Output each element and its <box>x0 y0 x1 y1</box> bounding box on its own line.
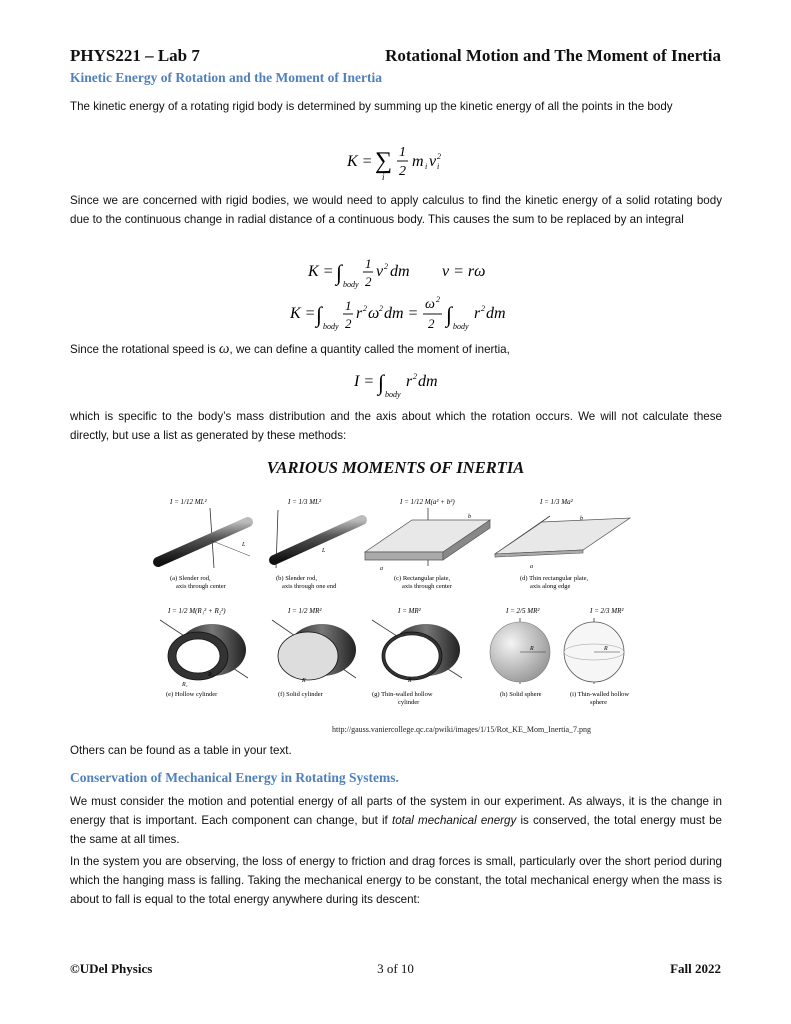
page-header <box>70 46 721 70</box>
page-footer <box>70 961 721 981</box>
label-R1: R₁ <box>182 682 188 688</box>
formula-h: I = 2/5 MR² <box>506 607 540 615</box>
eq1-den: 2 <box>399 164 406 179</box>
footer-page-number: 3 of 10 <box>377 961 414 976</box>
formula-g: I = MR² <box>398 607 421 615</box>
caption-f: (f) Solid cylinder <box>278 691 323 698</box>
eq1-v: v <box>429 153 437 170</box>
header-title: Rotational Motion and The Moment of Inertia <box>385 46 721 65</box>
hollow-cylinder-icon <box>160 620 248 688</box>
eq2-rhs: v = rω <box>442 263 486 280</box>
thin-walled-cylinder-icon <box>372 620 462 684</box>
equation-moment-of-inertia <box>352 366 452 402</box>
figure-title: VARIOUS MOMENTS OF INERTIA <box>266 458 525 477</box>
moments-of-inertia-figure <box>150 490 650 715</box>
eq3-body2: body <box>453 322 469 331</box>
eq3-int2: ∫ <box>446 302 453 327</box>
eq4-body: body <box>385 390 401 399</box>
label-R-f: R <box>302 678 306 684</box>
label-a-d: a <box>530 564 533 570</box>
formula-c: I = 1/12 M(a² + b²) <box>400 498 455 506</box>
header-course: PHYS221 – Lab 7 <box>70 46 200 65</box>
paragraph-friction: In the system you are observing, the loss of energy to friction and drag forces is small, particularly over the short period during which the hanging mass is falling. Taking the mechanical energy to be constant, the total mechanical energy when the mass is about to fall is equal to the total energy anywhere during its descent: <box>70 855 722 906</box>
paragraph-conservation <box>70 792 722 849</box>
paragraph-mass-distribution: which is specific to the body’s mass distribution and the axis about which the rotation occurs. We will not calculate these directly, but use a list as generated by these methods: <box>70 410 722 442</box>
eq1-num: 1 <box>399 145 406 160</box>
caption-c-line2: axis through center <box>402 583 452 590</box>
formula-d: I = 1/3 Ma² <box>540 498 573 506</box>
caption-i-line2: sphere <box>590 699 607 706</box>
caption-a-line2: axis through center <box>176 583 226 590</box>
eq4-dm: dm <box>418 373 438 390</box>
eq3-dm2: dm <box>486 305 506 322</box>
caption-i-line1: (i) Thin-walled hollow <box>570 691 630 698</box>
eq4-lhs: I = <box>354 373 375 390</box>
eq1-m: m <box>412 153 424 170</box>
formula-e: I = 1/2 M(R₁² + R₂²) <box>168 607 226 615</box>
eq1-v-sub: i <box>437 162 440 171</box>
eq3-num2-exp: 2 <box>436 295 440 304</box>
equation-kinetic-integral <box>306 256 506 292</box>
eq3-r-exp: 2 <box>363 304 367 313</box>
eq3-lhs: K = <box>290 305 316 322</box>
thin-plate-icon <box>495 516 630 570</box>
eq2-den: 2 <box>365 274 372 289</box>
rotational-speed-text-b: , we can define a quantity called the moment of inertia, <box>229 343 510 356</box>
label-a-c: a <box>380 566 383 572</box>
solid-sphere-icon <box>490 618 550 684</box>
paragraph-calculus: Since we are concerned with rigid bodies, we would need to apply calculus to find the kinetic energy of a solid rotating body due to the continuous change in radial distance of a continuous body. This causes the sum to be replaced by an integral <box>70 194 722 226</box>
caption-b-line2: axis through one end <box>282 583 337 590</box>
paragraph-others: Others can be found as a table in your text. <box>70 744 292 757</box>
eq3-tail-r: r <box>474 305 481 322</box>
formula-a: I = 1/12 ML² <box>170 498 207 506</box>
eq3-den2: 2 <box>428 316 435 331</box>
caption-g-line2: cylinder <box>398 699 420 706</box>
eq3-omega-exp: 2 <box>379 304 383 313</box>
eq3-num: 1 <box>345 298 352 313</box>
eq4-r: r <box>406 373 413 390</box>
eq2-int: ∫ <box>336 260 343 285</box>
paragraph-rotational-speed <box>70 340 722 359</box>
omega-symbol: ω <box>218 341 230 357</box>
caption-b-line1: (b) Slender rod, <box>276 575 317 582</box>
figure-credit-link[interactable]: http://gauss.vaniercollege.qc.ca/pwiki/images/1/15/Rot_KE_Mom_Inertia_7.png <box>332 725 592 734</box>
caption-a-line1: (a) Slender rod, <box>170 575 211 582</box>
eq1-sub: i <box>382 172 385 182</box>
formula-f: I = 1/2 MR² <box>288 607 322 615</box>
section-heading-kinetic-energy: Kinetic Energy of Rotation and the Moment of Inertia <box>70 70 382 85</box>
rectangular-plate-icon <box>365 508 490 572</box>
formula-i: I = 2/3 MR² <box>590 607 624 615</box>
footer-term: Fall 2022 <box>670 961 721 976</box>
eq3-tail-exp: 2 <box>481 304 485 313</box>
eq1-m-sub: i <box>425 162 428 171</box>
label-R-i: R <box>604 646 608 652</box>
eq2-v-exp: 2 <box>384 262 388 271</box>
eq1-lhs: K = <box>347 153 373 170</box>
label-b-d: b <box>580 516 583 522</box>
caption-g-line1: (g) Thin-walled hollow <box>372 691 433 698</box>
label-L-a: L <box>242 542 246 548</box>
eq1-v-exp: 2 <box>437 152 441 161</box>
solid-cylinder-icon <box>272 620 356 684</box>
eq2-lhs: K = <box>308 263 334 280</box>
paragraph-intro: The kinetic energy of a rotating rigid body is determined by summing up the kinetic energy of all the points in the body <box>70 100 673 113</box>
label-b-c: b <box>468 514 471 520</box>
eq2-dm: dm <box>390 263 410 280</box>
slender-rod-end-icon <box>274 510 362 568</box>
caption-h: (h) Solid sphere <box>500 691 542 698</box>
equation-kinetic-omega <box>288 294 518 334</box>
slender-rod-center-icon <box>158 508 250 568</box>
label-R2: R₂ <box>208 672 214 678</box>
caption-c-line1: (c) Rectangular plate, <box>394 575 451 582</box>
eq2-num: 1 <box>365 256 372 271</box>
eq4-r-exp: 2 <box>413 372 417 381</box>
caption-d-line1: (d) Thin rectangular plate, <box>520 575 589 582</box>
eq4-int: ∫ <box>378 370 385 395</box>
label-R-g: R <box>408 678 412 684</box>
eq3-body: body <box>323 322 339 331</box>
eq1-sum: ∑ <box>375 148 393 174</box>
conservation-text-a: We must consider the motion and potential energy of all parts of the system in our experiment. As always, it is the change in energy that is important. Each component can change, but if <box>70 795 722 827</box>
rotational-speed-text-a: Since the rotational speed is <box>70 343 216 356</box>
hollow-sphere-icon <box>564 618 624 684</box>
caption-d-line2: axis along edge <box>530 583 571 590</box>
formula-b: I = 1/3 ML² <box>288 498 322 506</box>
eq3-r: r <box>356 305 363 322</box>
section-heading-conservation: Conservation of Mechanical Energy in Rotating Systems. <box>70 770 399 785</box>
eq2-v: v <box>376 263 384 280</box>
label-L-b: L <box>322 548 326 554</box>
footer-copyright: ©UDel Physics <box>70 961 153 976</box>
caption-e: (e) Hollow cylinder <box>166 691 218 698</box>
eq3-omega: ω <box>368 305 380 322</box>
eq2-body: body <box>343 280 359 289</box>
conservation-text-b: is conserved, the total energy must be the same at all times. <box>70 814 722 846</box>
conservation-text-italic: total mechanical energy <box>391 814 517 827</box>
eq3-dm: dm = <box>384 305 419 322</box>
eq3-int: ∫ <box>316 302 323 327</box>
label-R-h: R <box>530 646 534 652</box>
equation-kinetic-sum <box>345 140 465 182</box>
eq3-den: 2 <box>345 316 352 331</box>
eq3-num2: ω <box>425 297 435 312</box>
